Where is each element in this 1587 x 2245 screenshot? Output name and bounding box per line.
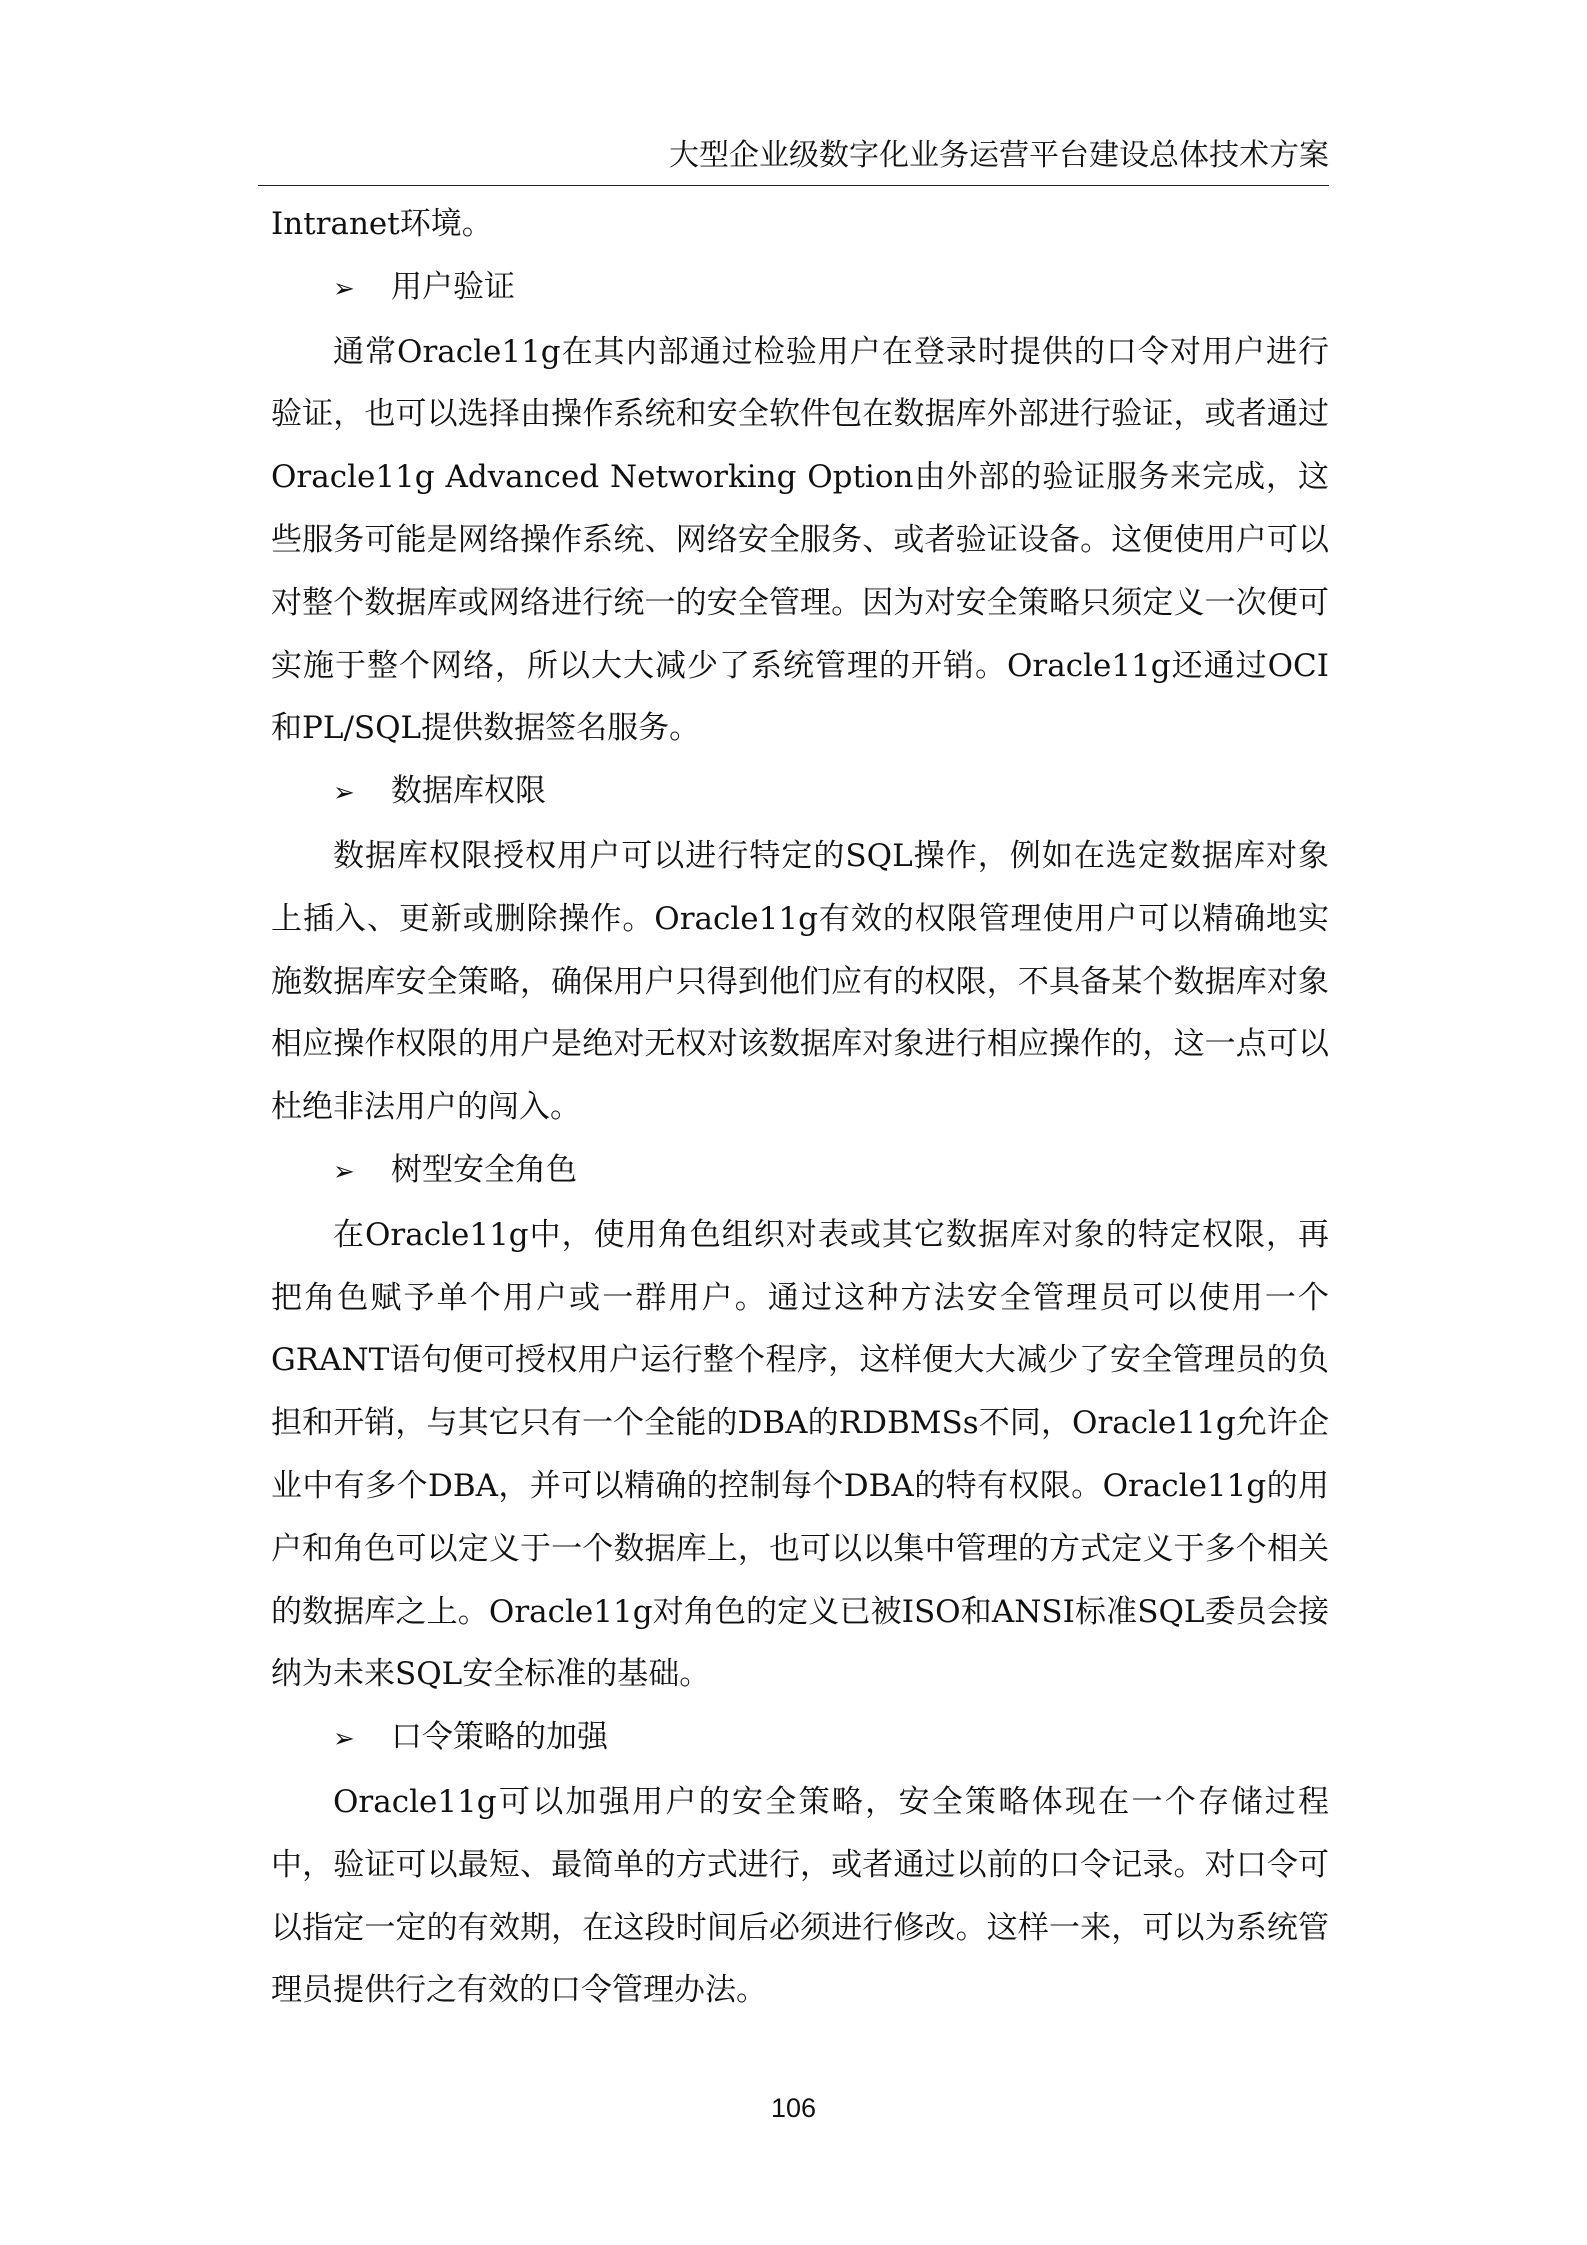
paragraph-user-authentication: 通常Oracle11g在其内部通过检验用户在登录时提供的口令对用户进行验证，也可以选择由操作系统和安全软件包在数据库外部进行验证，或者通过Oracle11g Advanced Networking Option由外部的验证服务来完成，这些服务可能是网络操作系统、网络安全服务、或者验证设备。这便使用户可以对整个数据库或网络进行统一的安全管理。因为对安全策略只须定义一次便可实施于整个网络，所以大大减少了系统管理的开销。Oracle11g还通过OCI和PL/SQL提供数据签名服务。 [271, 333, 1329, 747]
section-heading-database-privileges [271, 760, 1329, 825]
running-header [258, 134, 1329, 186]
paragraph-intranet: Intranet环境。 [271, 206, 493, 242]
section-title: 用户验证 [391, 268, 515, 305]
arrow-bullet-icon: ➢ [333, 1156, 355, 1187]
arrow-bullet-icon: ➢ [333, 1724, 355, 1755]
page-body [271, 193, 1329, 2022]
document-title: 大型企业级数字化业务运营平台建设总体技术方案 [669, 138, 1329, 173]
paragraph-database-privileges: 数据库权限授权用户可以进行特定的SQL操作，例如在选定数据库对象上插入、更新或删除操作。Oracle11g有效的权限管理使用户可以精确地实施数据库安全策略，确保用户只得到他们应有的权限，不具备某个数据库对象相应操作权限的用户是绝对无权对该数据库对象进行相应操作的，这一点可以杜绝非法用户的闯入。 [271, 837, 1329, 1126]
section-heading-tree-security-roles [271, 1139, 1329, 1204]
paragraph-tree-security-roles: 在Oracle11g中，使用角色组织对表或其它数据库对象的特定权限，再把角色赋予单个用户或一群用户。通过这种方法安全管理员可以使用一个GRANT语句便可授权用户运行整个程序，这样便大大减少了安全管理员的负担和开销，与其它只有一个全能的DBA的RDBMSs不同，Oracle11g允许企业中有多个DBA，并可以精确的控制每个DBA的特有权限。Oracle11g的用户和角色可以定义于一个数据库上，也可以以集中管理的方式定义于多个相关的数据库之上。Oracle11g对角色的定义已被ISO和ANSI标准SQL委员会接纳为未来SQL安全标准的基础。 [271, 1216, 1329, 1693]
paragraph-password-policy: Oracle11g可以加强用户的安全策略，安全策略体现在一个存储过程中，验证可以最短、最简单的方式进行，或者通过以前的口令记录。对口令可以指定一定的有效期，在这段时间后必须进行修改。这样一来，可以为系统管理员提供行之有效的口令管理办法。 [271, 1783, 1329, 2009]
section-heading-user-authentication [271, 256, 1329, 321]
section-heading-password-policy [271, 1706, 1329, 1771]
arrow-bullet-icon: ➢ [333, 273, 355, 304]
section-title: 数据库权限 [391, 773, 546, 810]
section-title: 口令策略的加强 [391, 1719, 608, 1756]
page-number: 106 [770, 2093, 817, 2123]
arrow-bullet-icon: ➢ [333, 778, 355, 809]
section-title: 树型安全角色 [391, 1151, 577, 1188]
